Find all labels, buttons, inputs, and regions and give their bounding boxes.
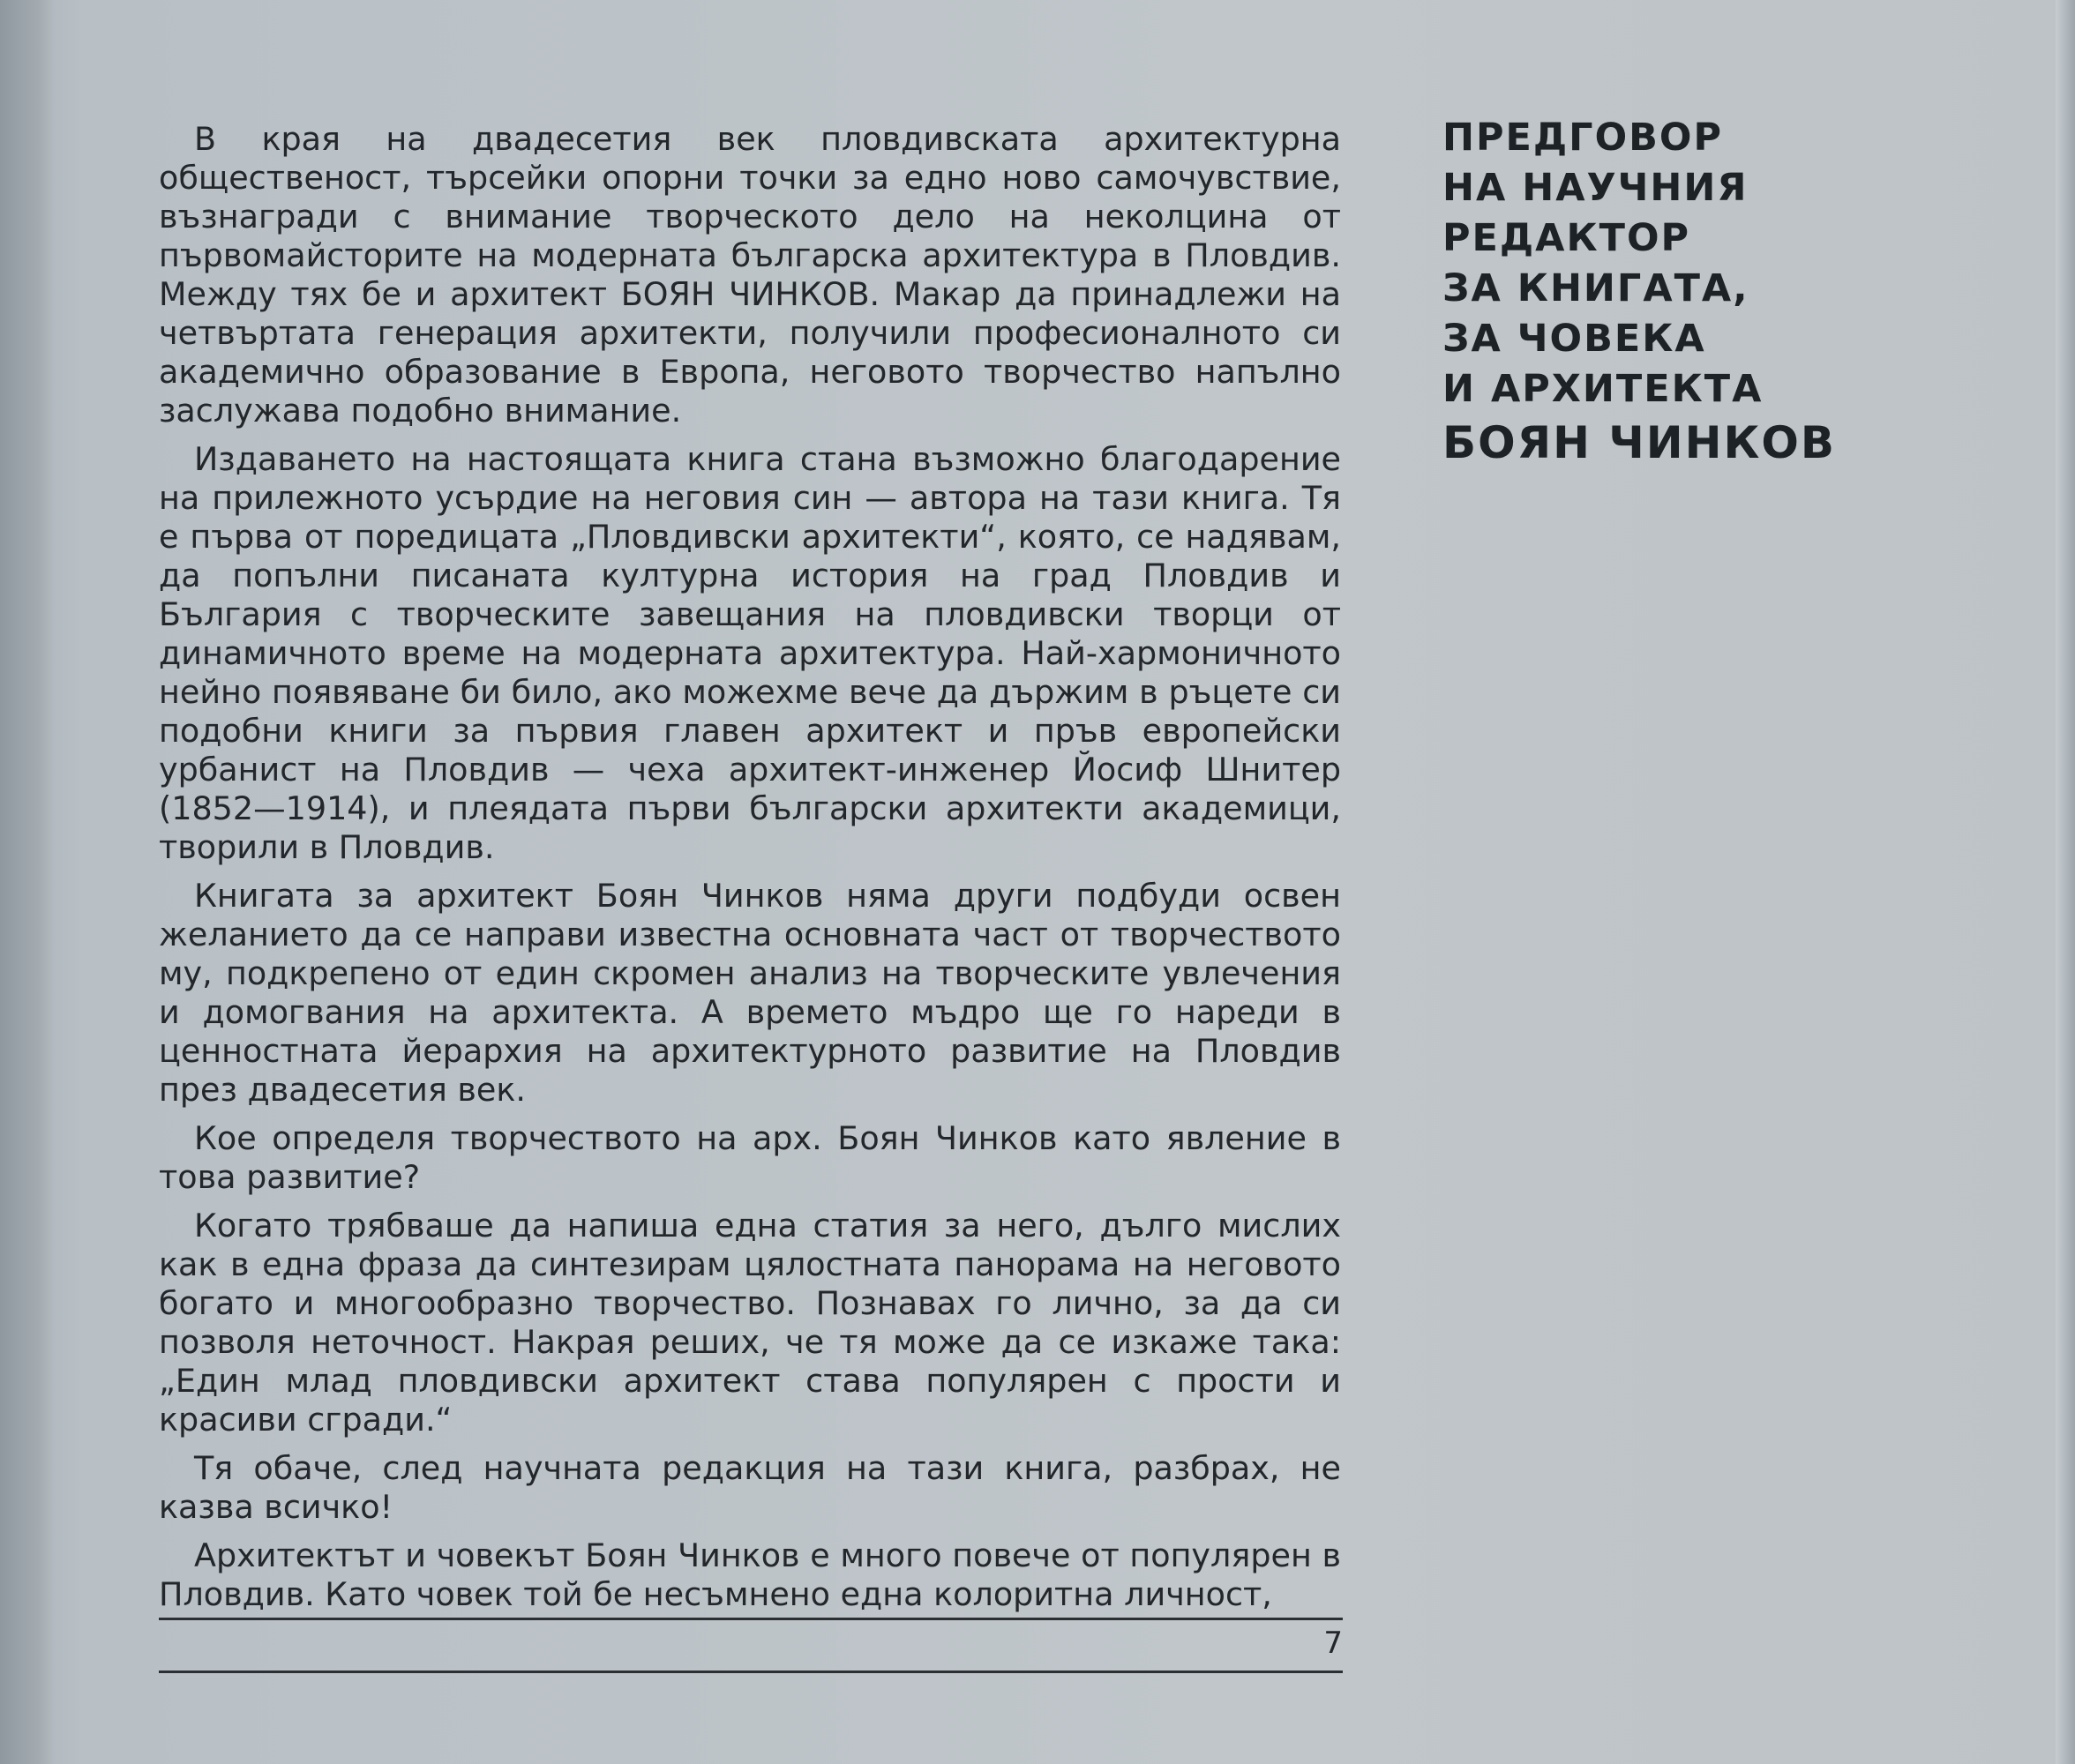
paragraph-1: В края на двадесетия век пловдивската архитектурна общественост, търсейки опорни точки за едно ново самочувствие, възнагради с внимание творческото дело на неколцина от първомайсторите на модерната българска архитектура в Пловдив. Между тях бе и архитект БОЯН ЧИНКОВ. Макар да принадлежи на четвъртата генерация архитекти, получили професионалното си академично образование в Европа, неговото творчество напълно заслужава подобно внимание. bbox=[159, 120, 1341, 430]
heading-line-1: ПРЕДГОВОР bbox=[1442, 116, 1723, 160]
paragraph-2: Издаването на настоящата книга стана възможно благодарение на прилежното усърдие на неговия син — автора на тази книга. Тя е първа от поредицата „Пловдивски архитекти“, която, се надявам, да попълни писаната културна история на град Пловдив и България с творческите завещания на пловдивски творци от динамичното време на модерната архитектура. Най-хармоничното нейно появяване би било, ако можехме вече да държим в ръцете си подобни книги за първия главен архитект и пръв европейски урбанист на Пловдив — чеха архитект-инженер Йосиф Шнитер (1852—1914), и плеядата първи български архитекти академици, творили в Пловдив. bbox=[159, 440, 1341, 866]
footer-rule-top bbox=[159, 1618, 1343, 1620]
paragraph-5: Когато трябваше да напиша една статия за него, дълго мислих как в една фраза да синтезирам цялостната панорама на неговото богато и многообразно творчество. Познавах го лично, за да си позволя неточност. Накрая реших, че тя може да се изкаже така: „Един млад пловдивски архитект става популярен с прости и красиви сгради.“ bbox=[159, 1207, 1341, 1439]
page-right-edge bbox=[2056, 0, 2075, 1764]
heading-line-5: ЗА ЧОВЕКА bbox=[1442, 317, 1706, 361]
section-heading bbox=[1442, 113, 1836, 468]
heading-line-2: НА НАУЧНИЯ bbox=[1442, 166, 1749, 210]
main-text-column bbox=[159, 120, 1341, 1624]
page-binding-shadow bbox=[0, 0, 55, 1764]
paragraph-4: Кое определя творчеството на арх. Боян Чинков като явление в това развитие? bbox=[159, 1119, 1341, 1196]
heading-line-4: ЗА КНИГАТА, bbox=[1442, 266, 1749, 310]
heading-line-3: РЕДАКТОР bbox=[1442, 216, 1691, 260]
heading-line-7: БОЯН ЧИНКОВ bbox=[1442, 417, 1836, 468]
footer-rule-bottom bbox=[159, 1671, 1343, 1673]
heading-line-6: И АРХИТЕКТА bbox=[1442, 367, 1764, 411]
paragraph-3: Книгата за архитект Боян Чинков няма други подбуди освен желанието да се направи известна основната част от творчеството му, подкрепено от един скромен анализ на творческите увлечения и домогвания на архитекта. А времето мъдро ще го нареди в ценностната йерархия на архитектурното развитие на Пловдив през двадесетия век. bbox=[159, 877, 1341, 1109]
paragraph-6: Тя обаче, след научната редакция на тази книга, разбрах, не казва всичко! bbox=[159, 1449, 1341, 1526]
page-number: 7 bbox=[1323, 1626, 1343, 1661]
paragraph-7: Архитектът и човекът Боян Чинков е много повече от популярен в Пловдив. Като човек той бе несъмнено една колоритна личност, bbox=[159, 1536, 1341, 1613]
